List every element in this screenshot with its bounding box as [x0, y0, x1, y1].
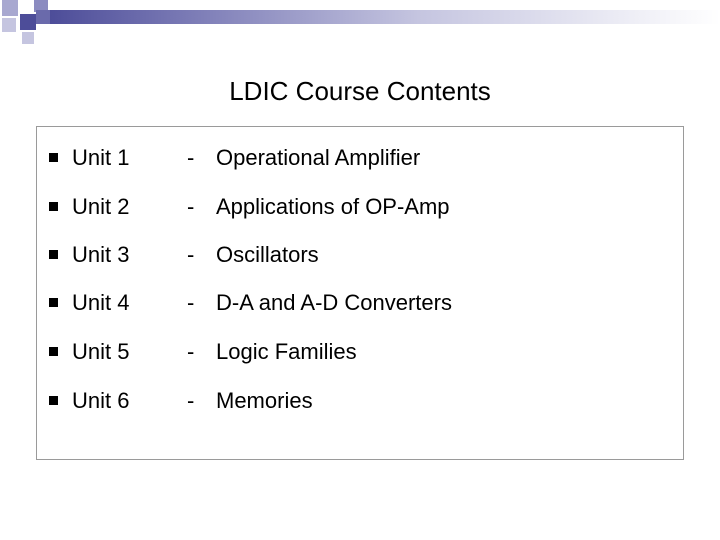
decorative-header — [0, 0, 720, 50]
separator-dash: - — [187, 145, 195, 170]
unit-label: Unit 6 — [72, 388, 130, 413]
separator-dash: - — [187, 388, 195, 413]
list-item — [37, 337, 677, 367]
decorative-square — [36, 10, 50, 24]
decorative-square — [2, 0, 18, 16]
unit-topic: D-A and A-D Converters — [216, 290, 452, 315]
unit-topic: Applications of OP-Amp — [216, 194, 450, 219]
separator-dash: - — [187, 290, 195, 315]
square-bullet-icon — [49, 396, 58, 405]
course-contents-box — [36, 126, 684, 460]
unit-label: Unit 2 — [72, 194, 130, 219]
unit-label: Unit 5 — [72, 339, 130, 364]
slide-title-text: LDIC Course Contents — [229, 76, 491, 106]
square-bullet-icon — [49, 298, 58, 307]
separator-dash: - — [187, 339, 195, 364]
unit-topic: Operational Amplifier — [216, 145, 421, 170]
square-bullet-icon — [49, 202, 58, 211]
list-item — [37, 240, 677, 270]
list-item — [37, 192, 677, 222]
unit-topic: Oscillators — [216, 242, 319, 267]
list-item — [37, 288, 677, 318]
square-bullet-icon — [49, 347, 58, 356]
unit-label: Unit 1 — [72, 145, 130, 170]
gradient-bar — [50, 10, 720, 24]
list-item — [37, 143, 677, 173]
list-item — [37, 386, 677, 416]
separator-dash: - — [187, 242, 195, 267]
unit-topic: Logic Families — [216, 339, 357, 364]
decorative-square — [2, 18, 16, 32]
slide-title — [0, 74, 720, 108]
unit-topic: Memories — [216, 388, 313, 413]
decorative-square — [20, 14, 36, 30]
square-bullet-icon — [49, 250, 58, 259]
decorative-square — [22, 32, 34, 44]
unit-label: Unit 4 — [72, 290, 130, 315]
square-bullet-icon — [49, 153, 58, 162]
separator-dash: - — [187, 194, 195, 219]
unit-label: Unit 3 — [72, 242, 130, 267]
